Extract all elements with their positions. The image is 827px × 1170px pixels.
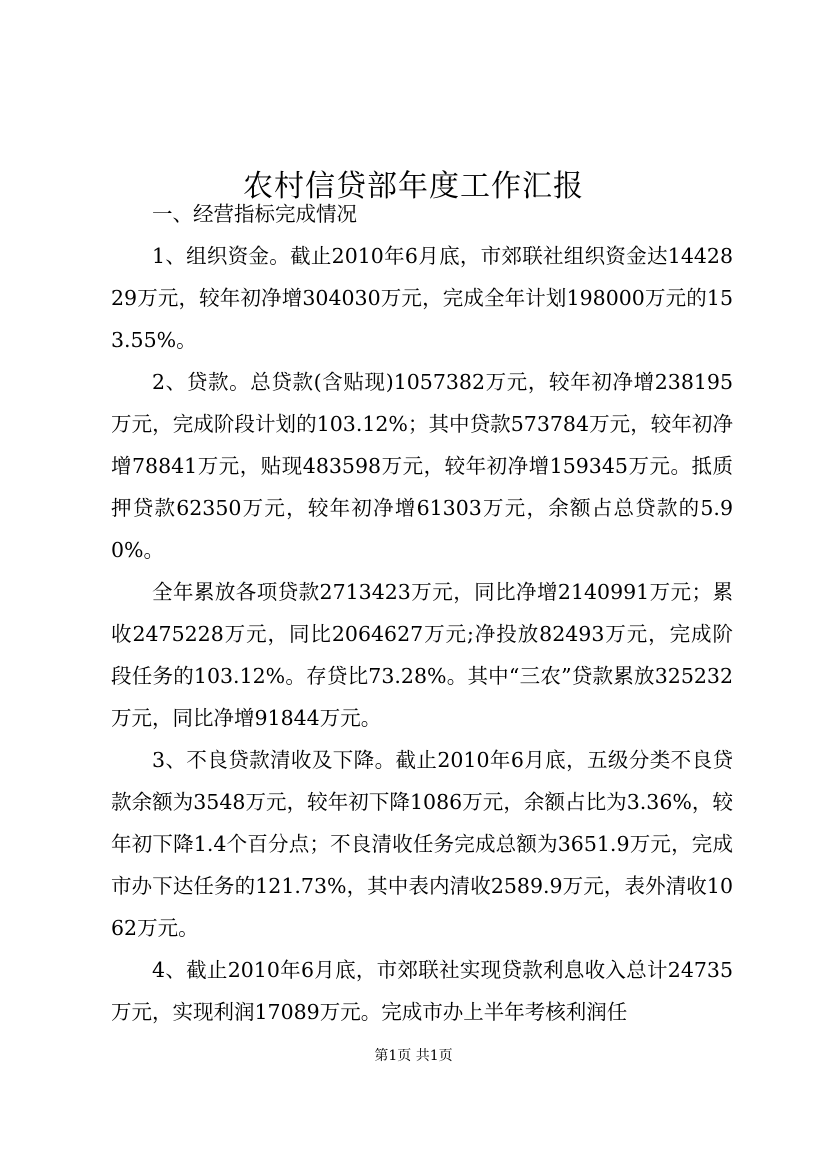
paragraph-interest-income: 4、截止2010年6月底，市郊联社实现贷款利息收入总计24735万元，实现利润17089万元。完成市办上半年考核利润任 — [111, 958, 733, 1024]
document-body — [111, 193, 733, 1033]
paragraph-annual-loans: 全年累放各项贷款2713423万元，同比净增2140991万元；累收2475228万元，同比2064627万元;净投放82493万元，完成阶段任务的103.12%。存贷比73.28%。其中“三农”贷款累放325232万元，同比净增91844万元。 — [111, 580, 733, 730]
document-title: 农村信贷部年度工作汇报 — [243, 169, 584, 205]
paragraph-bad-loans: 3、不良贷款清收及下降。截止2010年6月底，五级分类不良贷款余额为3548万元，较年初下降1086万元，余额占比为3.36%，较年初下降1.4个百分点；不良清收任务完成总额为3651.9万元，完成市办下达任务的121.73%，其中表内清收2589.9万元，表外清收1062万元。 — [111, 748, 733, 940]
section-heading: 一、经营指标完成情况 — [152, 202, 357, 226]
page-number-footer: 第1页 共1页 — [374, 1048, 453, 1064]
paragraph-funds: 1、组织资金。截止2010年6月底，市郊联社组织资金达1442829万元，较年初净增304030万元，完成全年计划198000万元的153.55%。 — [111, 244, 733, 352]
paragraph-loans: 2、贷款。总贷款(含贴现)1057382万元，较年初净增238195万元，完成阶段计划的103.12%；其中贷款573784万元，较年初净增78841万元，贴现483598万元，较年初净增159345万元。抵质押贷款62350万元，较年初净增61303万元，余额占总贷款的5.90%。 — [111, 370, 733, 562]
